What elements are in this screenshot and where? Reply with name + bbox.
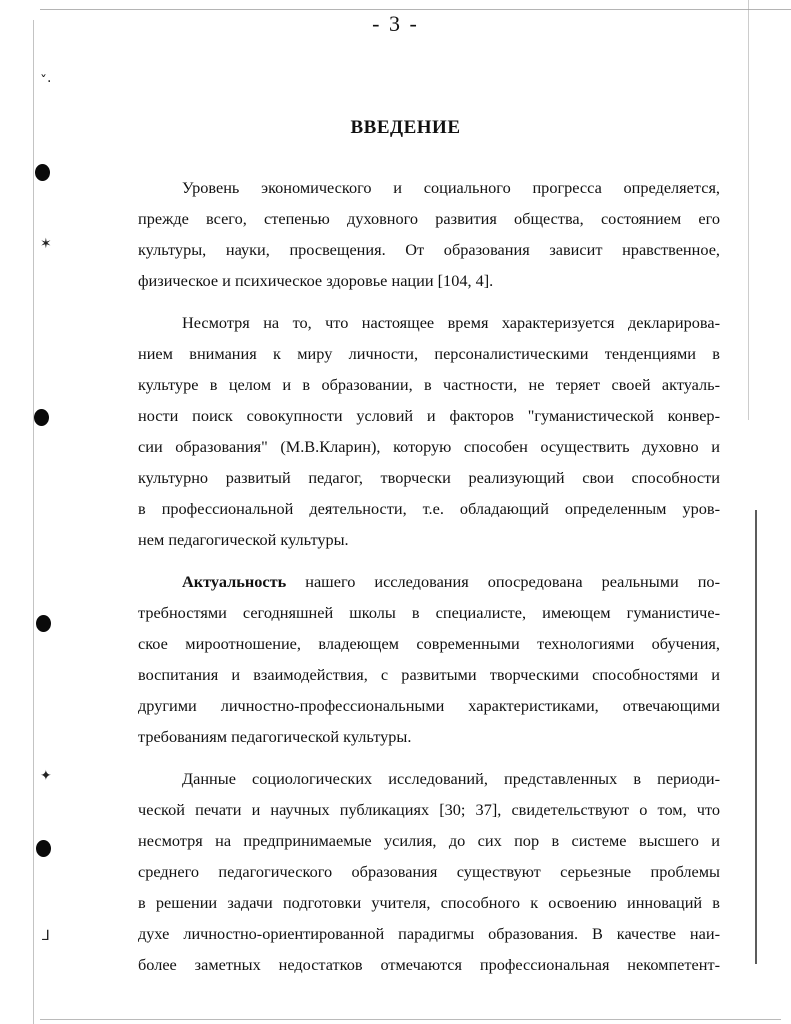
text-line: другими личностно-профессиональными характеристиками, отвечающими	[138, 696, 720, 715]
text-line: ности поиск совокупности условий и факторов "гуманистической конвер-	[138, 406, 720, 425]
scan-speck-4: ⅃	[42, 928, 50, 944]
binder-hole-1	[35, 164, 50, 181]
bold-term: Актуальность	[182, 572, 287, 591]
text-line: требностями сегодняшней школы в специалисте, имеющем гуманистиче-	[138, 603, 720, 622]
text-run: нашего исследования опосредована реальными по-	[286, 572, 720, 591]
paragraph-2	[138, 307, 720, 555]
text-line: культуре в целом и в образовании, в частности, не теряет своей актуаль-	[138, 375, 720, 394]
paragraph-1	[138, 172, 720, 296]
text-line: прежде всего, степенью духовного развития общества, состоянием его	[138, 209, 720, 228]
text-line: ское мироотношение, владеющем современными технологиями обучения,	[138, 634, 720, 653]
text-line: более заметных недостатков отмечаются профессиональная некомпетент-	[138, 955, 720, 974]
text-line: в решении задачи подготовки учителя, способного к освоению инноваций в	[138, 893, 720, 912]
paragraph-4	[138, 763, 720, 980]
text-line	[138, 566, 720, 597]
text-line: культуры, науки, просвещения. От образования зависит нравственное,	[138, 240, 720, 259]
text-line: Уровень экономического и социального прогресса определяется,	[182, 178, 720, 197]
text-line: культурно развитый педагог, творчески реализующий свои способности	[138, 468, 720, 487]
paragraph-3	[138, 566, 720, 752]
binder-hole-2	[34, 409, 49, 426]
text-line: нем педагогической культуры.	[138, 530, 349, 549]
binder-hole-3	[36, 615, 51, 632]
text-line: физическое и психическое здоровье нации [104, 4].	[138, 271, 494, 290]
text-line: нием внимания к миру личности, персоналистическими тенденциями в	[138, 344, 720, 363]
scan-speck-1: ˇ·	[40, 74, 52, 90]
text-line: среднего педагогического образования существуют серьезные проблемы	[138, 862, 720, 881]
scan-edge-top	[40, 9, 791, 10]
scan-edge-bottom	[40, 1019, 781, 1020]
text-line: требованиям педагогической культуры.	[138, 727, 412, 746]
text-line: духе личностно-ориентированной парадигмы образования. В качестве наи-	[138, 924, 720, 943]
binder-hole-4	[36, 840, 51, 857]
scan-speck-2: ✶	[40, 236, 52, 252]
text-line: в профессиональной деятельности, т.е. обладающий определенным уров-	[138, 499, 720, 518]
document-body	[138, 172, 720, 991]
scan-speck-3: ✦	[40, 768, 52, 784]
scan-edge-right-dark	[755, 510, 757, 964]
text-line: воспитания и взаимодействия, с развитыми творческими способностями и	[138, 665, 720, 684]
text-line: несмотря на предпринимаемые усилия, до сих пор в системе высшего и	[138, 831, 720, 850]
text-line: Данные социологических исследований, представленных в периоди-	[182, 769, 720, 788]
scan-edge-left	[33, 20, 34, 1024]
scan-edge-right	[748, 0, 749, 420]
page-title: ВВЕДЕНИЕ	[350, 117, 461, 138]
text-line: сии образования" (М.В.Кларин), которую способен осуществить духовно и	[138, 437, 720, 456]
text-line: ческой печати и научных публикациях [30; 37], свидетельствуют о том, что	[138, 800, 720, 819]
text-line: Несмотря на то, что настоящее время характеризуется декларирова-	[182, 313, 720, 332]
page-number: - 3 -	[372, 11, 419, 36]
